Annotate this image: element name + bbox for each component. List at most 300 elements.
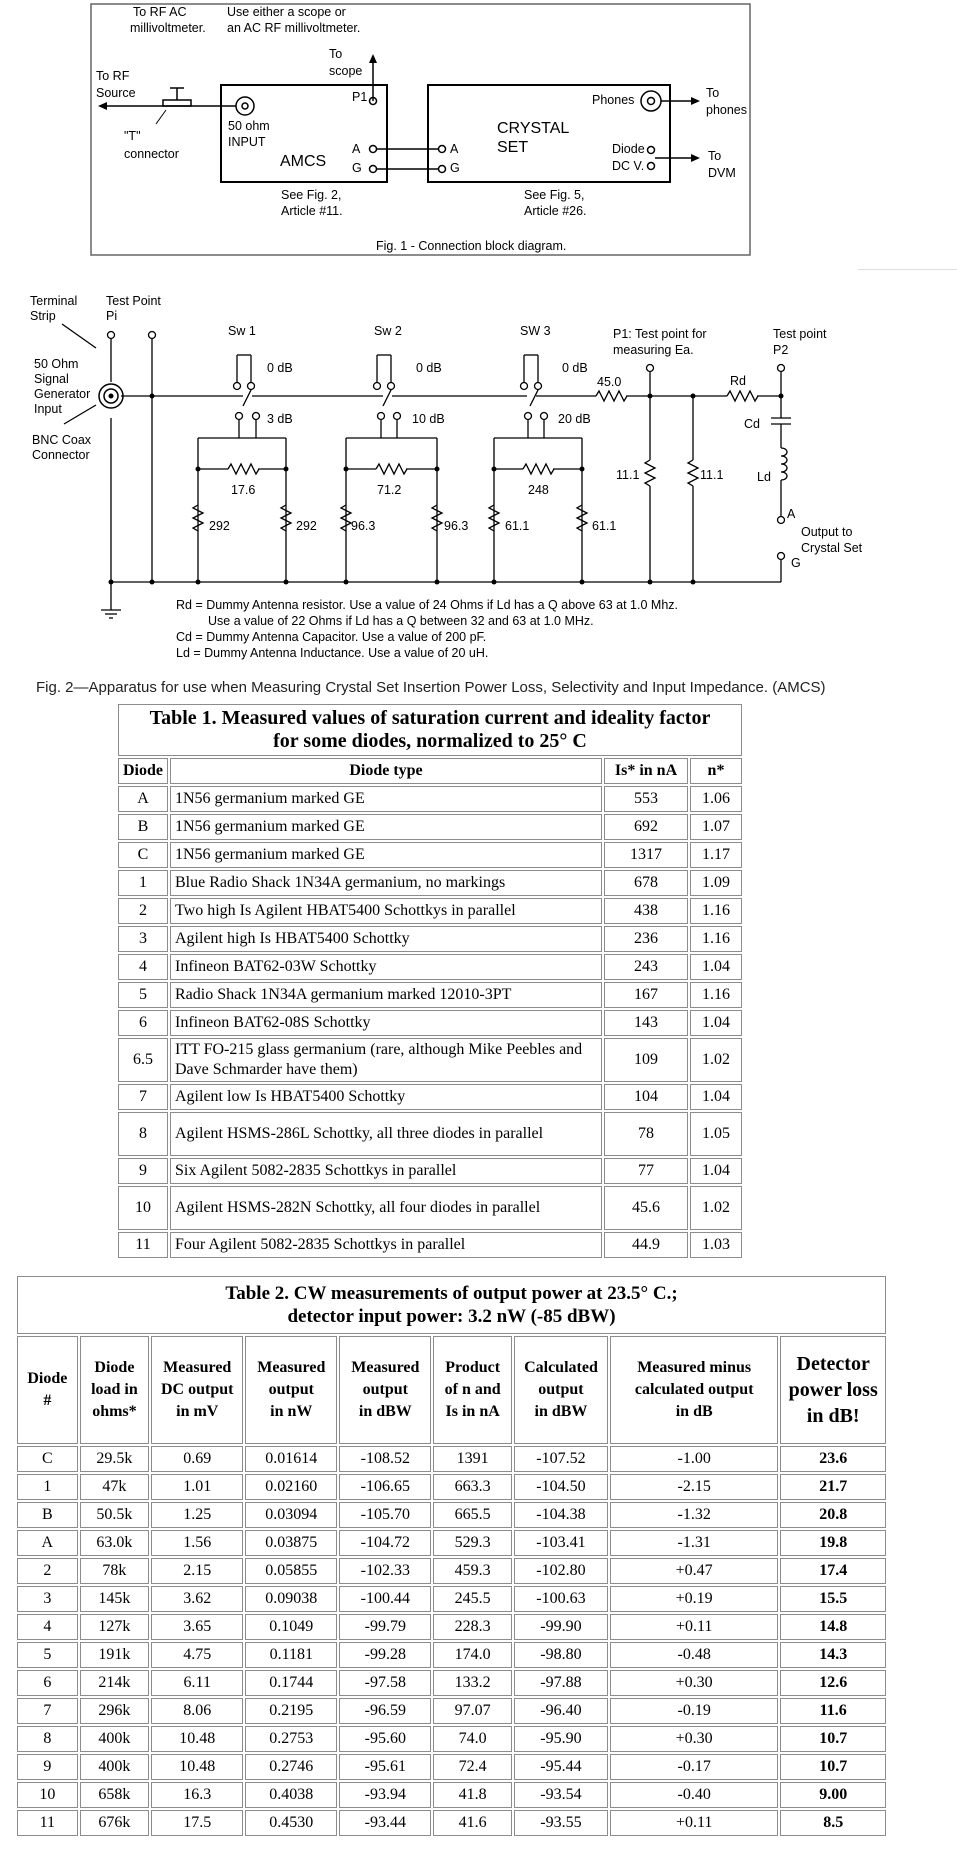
fig2-label: 71.2 xyxy=(377,483,402,497)
table-cell: 9.00 xyxy=(780,1782,886,1808)
table-cell: 1.03 xyxy=(690,1232,742,1258)
table-cell: -102.80 xyxy=(514,1558,608,1584)
table-cell: +0.11 xyxy=(610,1614,778,1640)
table-cell: -97.58 xyxy=(339,1670,431,1696)
fig1-label: G xyxy=(352,161,362,175)
table-cell: -104.72 xyxy=(339,1530,431,1556)
table-row xyxy=(17,1698,886,1724)
table-cell: 6 xyxy=(17,1670,78,1696)
table-cell: 3.65 xyxy=(151,1614,243,1640)
table-cell: Six Agilent 5082-2835 Schottkys in parallel xyxy=(170,1158,602,1184)
table-cell: 72.4 xyxy=(433,1754,512,1780)
table-cell: 0.2753 xyxy=(245,1726,337,1752)
inductor-ld xyxy=(781,448,787,480)
fig1-label: scope xyxy=(329,64,363,78)
table-cell: 553 xyxy=(604,786,688,812)
table-cell: 6.11 xyxy=(151,1670,243,1696)
table-cell: 174.0 xyxy=(433,1642,512,1668)
table-cell: 1.05 xyxy=(690,1112,742,1156)
table-cell: 44.9 xyxy=(604,1232,688,1258)
table-cell: 1.25 xyxy=(151,1502,243,1528)
table-cell: 0.03094 xyxy=(245,1502,337,1528)
table-cell: 11 xyxy=(118,1232,168,1258)
fig2-label: Generator xyxy=(34,387,91,401)
table-row xyxy=(118,870,742,896)
table-cell: 1 xyxy=(17,1474,78,1500)
table-cell: -2.15 xyxy=(610,1474,778,1500)
column-header: n* xyxy=(690,758,742,784)
table-cell: 167 xyxy=(604,982,688,1008)
table-cell: -108.52 xyxy=(339,1446,431,1472)
table-row xyxy=(118,1112,742,1156)
fig1-label: "T" xyxy=(124,129,141,143)
table-row xyxy=(118,898,742,924)
table-cell: 665.5 xyxy=(433,1502,512,1528)
table-cell: 4.75 xyxy=(151,1642,243,1668)
fig1-label: To xyxy=(329,47,343,61)
table-cell: 17.5 xyxy=(151,1810,243,1836)
table-cell: +0.11 xyxy=(610,1810,778,1836)
crystal-set-label: CRYSTAL xyxy=(497,120,570,137)
t-connector-icon xyxy=(163,100,191,106)
fig1-label: Phones xyxy=(592,93,635,107)
table-cell: 4 xyxy=(17,1614,78,1640)
table-row xyxy=(17,1754,886,1780)
table-cell: 7 xyxy=(17,1698,78,1724)
table-cell: -105.70 xyxy=(339,1502,431,1528)
table-row xyxy=(118,1084,742,1110)
fig2-note: Cd = Dummy Antenna Capacitor. Use a value of 200 pF. xyxy=(176,630,487,644)
table-cell: -93.55 xyxy=(514,1810,608,1836)
table-cell: 1N56 germanium marked GE xyxy=(170,842,602,868)
table-cell: 1.16 xyxy=(690,926,742,952)
fig2-label: Terminal xyxy=(30,294,78,308)
table-row xyxy=(118,926,742,952)
table-row xyxy=(118,842,742,868)
table-cell: 5 xyxy=(118,982,168,1008)
table-cell: 145k xyxy=(80,1586,150,1612)
table-cell: 3.62 xyxy=(151,1586,243,1612)
fig2-label: 0 dB xyxy=(267,361,293,375)
table-cell: -96.40 xyxy=(514,1698,608,1724)
table-cell: -106.65 xyxy=(339,1474,431,1500)
resistor-rd xyxy=(727,391,758,401)
table-cell: 9 xyxy=(17,1754,78,1780)
table-cell: +0.19 xyxy=(610,1586,778,1612)
table-cell: 20.8 xyxy=(780,1502,886,1528)
fig2-label: 45.0 xyxy=(597,375,622,389)
table-cell: -107.52 xyxy=(514,1446,608,1472)
fig1-label: P1 xyxy=(352,90,368,104)
amcs-schematic xyxy=(0,270,957,675)
table-cell: -98.80 xyxy=(514,1642,608,1668)
table-cell: 1391 xyxy=(433,1446,512,1472)
fig2-label: 10 dB xyxy=(412,412,445,426)
table-cell: 0.2746 xyxy=(245,1754,337,1780)
fig1-label: To RF AC xyxy=(133,5,187,19)
table-cell: -0.19 xyxy=(610,1698,778,1724)
table-cell: 10.48 xyxy=(151,1754,243,1780)
fig2-note: Use a value of 22 Ohms if Ld has a Q between 32 and 63 at 1.0 MHz. xyxy=(208,614,594,628)
fig1-label: Article #11. xyxy=(281,204,343,218)
fig2-label: Crystal Set xyxy=(801,541,863,555)
fig2-label: P2 xyxy=(773,343,789,357)
fig2-label: Signal xyxy=(34,372,69,386)
table-cell: 2 xyxy=(118,898,168,924)
table-cell: 0.01614 xyxy=(245,1446,337,1472)
table-cell: 45.6 xyxy=(604,1186,688,1230)
table-cell: -95.44 xyxy=(514,1754,608,1780)
table-cell: -93.44 xyxy=(339,1810,431,1836)
table-cell: 77 xyxy=(604,1158,688,1184)
fig2-label: Ld xyxy=(757,470,771,484)
fig2-label: SW 3 xyxy=(520,324,551,338)
column-header: Is* in nA xyxy=(604,758,688,784)
table-cell: 0.05855 xyxy=(245,1558,337,1584)
table-cell: 8 xyxy=(17,1726,78,1752)
table-cell: 1.56 xyxy=(151,1530,243,1556)
table-cell: 143 xyxy=(604,1010,688,1036)
table-row xyxy=(17,1502,886,1528)
table-row xyxy=(17,1726,886,1752)
table-cell: 245.5 xyxy=(433,1586,512,1612)
table-cell: 0.4038 xyxy=(245,1782,337,1808)
table-cell: -100.44 xyxy=(339,1586,431,1612)
table-cell: 1.17 xyxy=(690,842,742,868)
table-cell: 3 xyxy=(17,1586,78,1612)
table-cell: 0.03875 xyxy=(245,1530,337,1556)
fig2-label: Strip xyxy=(30,309,56,323)
fig2-label: 61.1 xyxy=(592,519,617,533)
table-cell: 78k xyxy=(80,1558,150,1584)
table-cell: A xyxy=(17,1530,78,1556)
table-cell: Four Agilent 5082-2835 Schottkys in parallel xyxy=(170,1232,602,1258)
table-row xyxy=(17,1474,886,1500)
table-cell: 8 xyxy=(118,1112,168,1156)
column-header: Diode load in ohms* xyxy=(80,1336,150,1444)
fig1-label: DVM xyxy=(708,166,736,180)
table-cell: 1 xyxy=(118,870,168,896)
column-header: Calculated output in dBW xyxy=(514,1336,608,1444)
fig2-label: 11.1 xyxy=(616,468,640,482)
table-cell: -93.94 xyxy=(339,1782,431,1808)
fig2-label: Input xyxy=(34,402,62,416)
table-cell: 104 xyxy=(604,1084,688,1110)
fig1-label: millivoltmeter. xyxy=(130,21,206,35)
table-cell: -0.48 xyxy=(610,1642,778,1668)
table-cell: 10.48 xyxy=(151,1726,243,1752)
crystal-set-label: SET xyxy=(497,139,529,156)
fig1-label: A xyxy=(352,142,361,156)
table-cell: 1N56 germanium marked GE xyxy=(170,786,602,812)
fig2-label: BNC Coax xyxy=(32,433,92,447)
table-cell: -99.90 xyxy=(514,1614,608,1640)
table-row xyxy=(118,1158,742,1184)
table-cell: 4 xyxy=(118,954,168,980)
table-cell: 1.09 xyxy=(690,870,742,896)
table-cell: 1.04 xyxy=(690,1010,742,1036)
table-cell: 50.5k xyxy=(80,1502,150,1528)
table-cell: 1.16 xyxy=(690,982,742,1008)
table-cell: 74.0 xyxy=(433,1726,512,1752)
table-row xyxy=(17,1530,886,1556)
table-cell: 663.3 xyxy=(433,1474,512,1500)
table-row xyxy=(118,814,742,840)
table-cell: +0.30 xyxy=(610,1726,778,1752)
table-cell: Agilent HSMS-286L Schottky, all three diodes in parallel xyxy=(170,1112,602,1156)
table-cell: 0.02160 xyxy=(245,1474,337,1500)
table-cell: 0.1744 xyxy=(245,1670,337,1696)
fig1-label: phones xyxy=(706,103,748,117)
table-cell: 678 xyxy=(604,870,688,896)
fig2-label: 17.6 xyxy=(231,483,256,497)
table-cell: 10.7 xyxy=(780,1726,886,1752)
fig1-label: INPUT xyxy=(228,135,266,149)
table-cell: 1.16 xyxy=(690,898,742,924)
connection-block-diagram xyxy=(0,0,957,270)
table-row xyxy=(118,786,742,812)
table-cell: 1317 xyxy=(604,842,688,868)
fig2-label: Connector xyxy=(32,448,90,462)
table-cell: 0.1181 xyxy=(245,1642,337,1668)
table-cell: 109 xyxy=(604,1038,688,1082)
table-cell: 16.3 xyxy=(151,1782,243,1808)
table-row xyxy=(118,954,742,980)
table-cell: 0.1049 xyxy=(245,1614,337,1640)
column-header: Measured output in nW xyxy=(245,1336,337,1444)
table-cell: 1.07 xyxy=(690,814,742,840)
fig1-label: To xyxy=(708,149,722,163)
table-cell: 0.09038 xyxy=(245,1586,337,1612)
table-cell: 1N56 germanium marked GE xyxy=(170,814,602,840)
table-cell: 78 xyxy=(604,1112,688,1156)
table-cell: 11 xyxy=(17,1810,78,1836)
fig1-label: A xyxy=(450,142,459,156)
fig2-label: measuring Ea. xyxy=(613,343,694,357)
column-header: Product of n and Is in nA xyxy=(433,1336,512,1444)
table-cell: Agilent HSMS-282N Schottky, all four diodes in parallel xyxy=(170,1186,602,1230)
fig2-label: 0 dB xyxy=(562,361,588,375)
table-cell: 191k xyxy=(80,1642,150,1668)
fig2-label: Test Point xyxy=(106,294,161,308)
table-cell: -100.63 xyxy=(514,1586,608,1612)
table-cell: 10 xyxy=(118,1186,168,1230)
column-header: Measured DC output in mV xyxy=(151,1336,243,1444)
fig1-label: Source xyxy=(96,86,136,100)
table-cell: 236 xyxy=(604,926,688,952)
fig1-caption: Fig. 1 - Connection block diagram. xyxy=(376,239,567,253)
table-cell: 400k xyxy=(80,1754,150,1780)
table-cell: 9 xyxy=(118,1158,168,1184)
table-cell: -104.50 xyxy=(514,1474,608,1500)
fig2-label: Pi xyxy=(106,309,118,323)
table-cell: 0.2195 xyxy=(245,1698,337,1724)
column-header: Diode type xyxy=(170,758,602,784)
table-2-title: Table 2. CW measurements of output power at 23.5° C.; detector input power: 3.2 nW (-85 dBW) xyxy=(17,1276,886,1334)
table-cell: 3 xyxy=(118,926,168,952)
column-header: Measured minus calculated output in dB xyxy=(610,1336,778,1444)
fig2-label: Sw 1 xyxy=(228,324,256,338)
table-cell: -97.88 xyxy=(514,1670,608,1696)
table-2 xyxy=(15,1274,888,1838)
fig2-label: Output to xyxy=(801,525,853,539)
table-cell: 243 xyxy=(604,954,688,980)
table-cell: Agilent high Is HBAT5400 Schottky xyxy=(170,926,602,952)
fig1-label: To xyxy=(706,86,720,100)
table-cell: -99.79 xyxy=(339,1614,431,1640)
table-cell: 400k xyxy=(80,1726,150,1752)
table-cell: 127k xyxy=(80,1614,150,1640)
fig1-label: See Fig. 5, xyxy=(524,188,585,202)
fig2-label: Rd xyxy=(730,374,746,388)
phones-jack-icon xyxy=(641,91,661,111)
table-cell: 12.6 xyxy=(780,1670,886,1696)
fig1-label: connector xyxy=(124,147,179,161)
amcs-label: AMCS xyxy=(280,153,327,170)
table-cell: Radio Shack 1N34A germanium marked 12010-3PT xyxy=(170,982,602,1008)
table-cell: 676k xyxy=(80,1810,150,1836)
fig2-caption: Fig. 2—Apparatus for use when Measuring Crystal Set Insertion Power Loss, Selectivity and Input Impedance. (AMCS) xyxy=(36,679,826,696)
table-cell: -1.32 xyxy=(610,1502,778,1528)
table-cell: -95.61 xyxy=(339,1754,431,1780)
table-cell: -95.60 xyxy=(339,1726,431,1752)
table-cell: Infineon BAT62-08S Schottky xyxy=(170,1010,602,1036)
resistor-45 xyxy=(596,391,627,401)
table-cell: 1.06 xyxy=(690,786,742,812)
table-cell: 1.04 xyxy=(690,1158,742,1184)
fig1-label: To RF xyxy=(96,69,130,83)
fig2-label: 61.1 xyxy=(505,519,530,533)
table-cell: -104.38 xyxy=(514,1502,608,1528)
fig2-label: Test point xyxy=(773,327,827,341)
fig1-label: Article #26. xyxy=(524,204,587,218)
table-cell: Agilent low Is HBAT5400 Schottky xyxy=(170,1084,602,1110)
table-row xyxy=(17,1642,886,1668)
table-row xyxy=(17,1670,886,1696)
table-cell: 6 xyxy=(118,1010,168,1036)
table-row xyxy=(17,1782,886,1808)
table-cell: 438 xyxy=(604,898,688,924)
table-cell: ITT FO-215 glass germanium (rare, although Mike Peebles and Dave Schmarder have them) xyxy=(170,1038,602,1082)
table-cell: 41.8 xyxy=(433,1782,512,1808)
table-row xyxy=(17,1614,886,1640)
table-cell: 10.7 xyxy=(780,1754,886,1780)
table-cell: 0.4530 xyxy=(245,1810,337,1836)
table-cell: Blue Radio Shack 1N34A germanium, no markings xyxy=(170,870,602,896)
table-row xyxy=(118,1010,742,1036)
table-cell: 1.02 xyxy=(690,1186,742,1230)
table-row xyxy=(118,982,742,1008)
fig2-note: Rd = Dummy Antenna resistor. Use a value of 24 Ohms if Ld has a Q above 63 at 1.0 Mhz. xyxy=(176,598,678,612)
table-cell: -102.33 xyxy=(339,1558,431,1584)
table-cell: 41.6 xyxy=(433,1810,512,1836)
table-cell: 97.07 xyxy=(433,1698,512,1724)
table-cell: 228.3 xyxy=(433,1614,512,1640)
column-header: Diode xyxy=(118,758,168,784)
table-cell: A xyxy=(118,786,168,812)
table-cell: 692 xyxy=(604,814,688,840)
fig2-label: 3 dB xyxy=(267,412,293,426)
table-cell: 23.6 xyxy=(780,1446,886,1472)
bnc-input-icon xyxy=(236,97,254,115)
table-cell: 19.8 xyxy=(780,1530,886,1556)
table-row xyxy=(118,1232,742,1258)
table-cell: 296k xyxy=(80,1698,150,1724)
table-cell: C xyxy=(17,1446,78,1472)
fig2-label: 248 xyxy=(528,483,549,497)
table-cell: 459.3 xyxy=(433,1558,512,1584)
fig2-label: G xyxy=(791,556,801,570)
arrow-right-icon xyxy=(691,154,700,162)
fig1-label: DC V. xyxy=(612,159,645,173)
fig2-label: 11.1 xyxy=(700,468,724,482)
table-1-title: Table 1. Measured values of saturation current and ideality factor for some diodes, normalized to 25° C xyxy=(118,704,742,756)
table-cell: 14.8 xyxy=(780,1614,886,1640)
table-cell: 2 xyxy=(17,1558,78,1584)
table-cell: 0.69 xyxy=(151,1446,243,1472)
fig1-label: G xyxy=(450,161,460,175)
arrow-up-icon xyxy=(369,54,377,63)
arrow-left-icon xyxy=(98,102,107,110)
table-cell: 15.5 xyxy=(780,1586,886,1612)
column-header: Detector power loss in dB! xyxy=(780,1336,886,1444)
table-cell: 17.4 xyxy=(780,1558,886,1584)
table-cell: Two high Is Agilent HBAT5400 Schottkys in parallel xyxy=(170,898,602,924)
table-cell: 14.3 xyxy=(780,1642,886,1668)
table-cell: -0.40 xyxy=(610,1782,778,1808)
table-cell: -103.41 xyxy=(514,1530,608,1556)
table-row xyxy=(118,1186,742,1230)
fig2-label: 0 dB xyxy=(416,361,442,375)
table-cell: +0.30 xyxy=(610,1670,778,1696)
table-cell: 29.5k xyxy=(80,1446,150,1472)
fig1-frame xyxy=(91,4,750,255)
table-cell: 47k xyxy=(80,1474,150,1500)
table-row xyxy=(118,1038,742,1082)
fig2-label: 50 Ohm xyxy=(34,357,79,371)
fig2-label: 96.3 xyxy=(444,519,469,533)
table-cell: -0.17 xyxy=(610,1754,778,1780)
fig2-label: Cd xyxy=(744,417,760,431)
table-cell: 1.02 xyxy=(690,1038,742,1082)
table-cell: 1.01 xyxy=(151,1474,243,1500)
table-cell: 8.06 xyxy=(151,1698,243,1724)
table-cell: 21.7 xyxy=(780,1474,886,1500)
table-row xyxy=(17,1586,886,1612)
fig1-label: an AC RF millivoltmeter. xyxy=(227,21,361,35)
table-cell: 133.2 xyxy=(433,1670,512,1696)
table-row xyxy=(17,1558,886,1584)
column-header: Diode # xyxy=(17,1336,78,1444)
fig2-label: 292 xyxy=(296,519,317,533)
column-header: Measured output in dBW xyxy=(339,1336,431,1444)
table-cell: 2.15 xyxy=(151,1558,243,1584)
arrow-right-icon xyxy=(691,97,700,105)
fig1-label: 50 ohm xyxy=(228,119,270,133)
table-cell: B xyxy=(118,814,168,840)
table-cell: 1.04 xyxy=(690,1084,742,1110)
table-cell: 8.5 xyxy=(780,1810,886,1836)
fig2-label: 20 dB xyxy=(558,412,591,426)
fig2-label: Sw 2 xyxy=(374,324,402,338)
fig2-label: 292 xyxy=(209,519,230,533)
table-cell: -1.00 xyxy=(610,1446,778,1472)
table-cell: Infineon BAT62-03W Schottky xyxy=(170,954,602,980)
fig2-label: 96.3 xyxy=(351,519,376,533)
table-cell: 529.3 xyxy=(433,1530,512,1556)
table-cell: 5 xyxy=(17,1642,78,1668)
table-cell: -96.59 xyxy=(339,1698,431,1724)
